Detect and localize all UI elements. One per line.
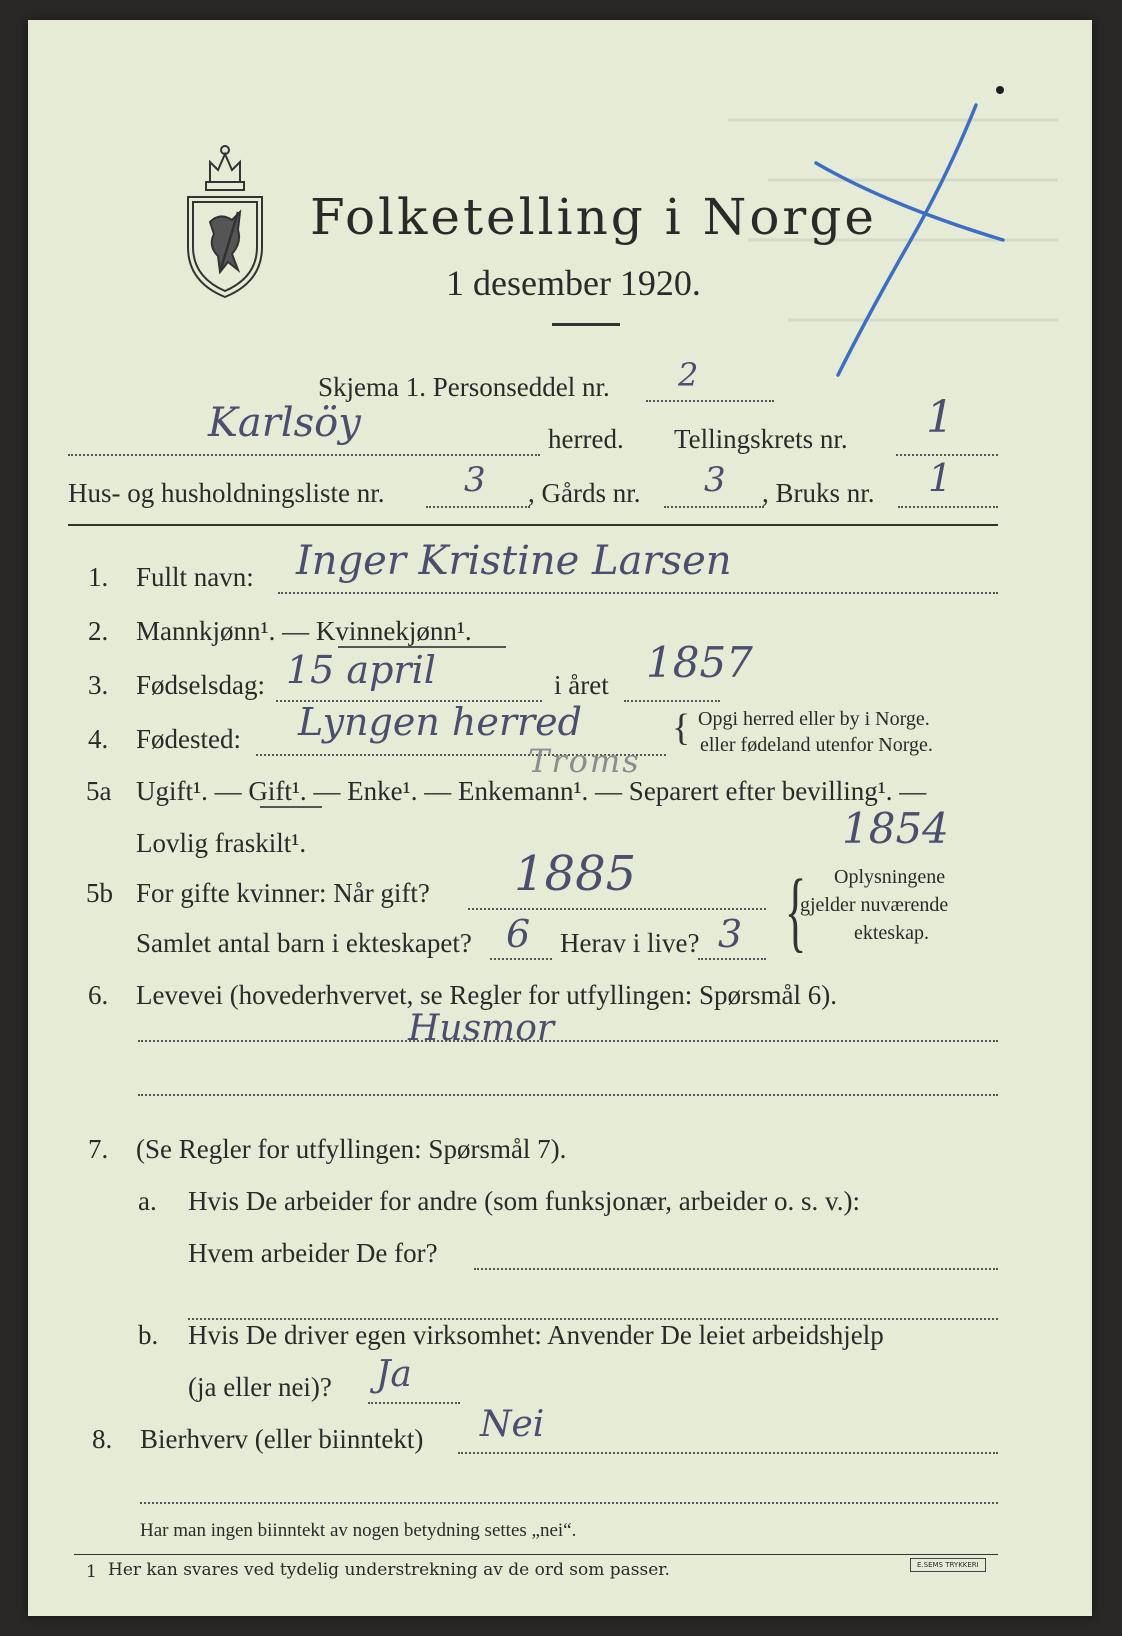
- full-name-value: Inger Kristine Larsen: [296, 538, 732, 584]
- household-nr-value: 3: [464, 460, 486, 500]
- bruks-dotted-line: [898, 506, 998, 508]
- q4-label: Fødested:: [136, 724, 241, 754]
- married-year-value: 1885: [514, 846, 637, 902]
- q8-dotted-line: [458, 1452, 998, 1454]
- q7a-label-2: Hvem arbeider De for?: [188, 1238, 438, 1268]
- q6-dotted-line-2: [138, 1094, 998, 1096]
- q2-number: 2.: [88, 616, 109, 646]
- gards-label: , Gårds nr.: [528, 478, 641, 508]
- alive-label: Herav i live?: [560, 928, 700, 958]
- header-rule: [68, 524, 998, 526]
- q7a-dotted-line-1: [474, 1268, 998, 1270]
- q5b-note-1: Oplysningene: [834, 866, 946, 888]
- tellingskrets-label: Tellingskrets nr.: [674, 424, 848, 454]
- q5b-brace: {: [784, 862, 807, 961]
- q8-dotted-line-2: [140, 1502, 998, 1504]
- footnote-rule: [74, 1554, 998, 1555]
- q6-label: Levevei (hovederhvervet, se Regler for utfyllingen: Spørsmål 6).: [136, 980, 838, 1010]
- q6-dotted-line-1: [138, 1040, 998, 1042]
- printer-stamp: E.SEMS TRYKKERI: [910, 1558, 986, 1572]
- q5b-note-2: gjelder nuværende: [800, 894, 949, 916]
- occupation-value: Husmor: [408, 1008, 555, 1049]
- q1-dotted-line: [278, 592, 998, 594]
- q4-number: 4.: [88, 724, 109, 754]
- q3-year-dotted-line: [624, 700, 720, 702]
- nei-note: Har man ingen biinntekt av nogen betydning settes „nei“.: [140, 1520, 577, 1541]
- q7b-label-1: Hvis De driver egen virksomhet: Anvender De leiet arbeidshjelp: [188, 1320, 884, 1350]
- q1-label: Fullt navn:: [136, 562, 254, 592]
- q4-brace: {: [672, 707, 691, 749]
- alive-dotted-line: [698, 958, 766, 960]
- gards-value: 3: [704, 460, 726, 500]
- q7a-label-1: Hvis De arbeider for andre (som funksjonær, arbeider o. s. v.):: [188, 1186, 860, 1216]
- year-label: i året: [554, 670, 609, 700]
- household-dotted-line: [426, 506, 530, 508]
- q8-label: Bierhverv (eller biinntekt): [140, 1424, 424, 1454]
- ink-dot: [996, 86, 1004, 94]
- tellingskrets-value: 1: [926, 392, 954, 443]
- title-divider: [552, 323, 620, 326]
- birth-year-value: 1857: [646, 638, 753, 687]
- q5a-number: 5a: [86, 776, 112, 806]
- census-date: 1 desember 1920.: [446, 263, 701, 303]
- q5b-label: For gifte kvinner: Når gift?: [136, 878, 430, 908]
- herred-value: Karlsöy: [208, 400, 361, 446]
- children-label: Samlet antal barn i ekteskapet?: [136, 928, 472, 958]
- footnote-text: Her kan svares ved tydelig understrekning av de ord som passer.: [108, 1560, 670, 1580]
- alive-value: 3: [718, 912, 743, 956]
- coat-of-arms-icon: [180, 142, 270, 302]
- birthplace-extra: Troms: [528, 742, 641, 780]
- gards-dotted-line: [664, 506, 764, 508]
- q3-label: Fødselsdag:: [136, 670, 266, 700]
- birthday-value: 15 april: [286, 648, 436, 692]
- form-title: Folketelling i Norge: [310, 188, 877, 246]
- q4-note-2: eller fødeland utenfor Norge.: [700, 734, 933, 756]
- bruks-value: 1: [928, 456, 953, 500]
- children-dotted-line: [490, 958, 552, 960]
- q5b-number: 5b: [86, 878, 113, 908]
- gift-underline: [260, 806, 322, 808]
- footnote-number: 1: [86, 1562, 97, 1582]
- q7b-value: Ja: [376, 1354, 412, 1395]
- blue-cross-mark: [798, 95, 1028, 395]
- q5a-label-2: Lovlig fraskilt¹.: [136, 828, 307, 858]
- q5a-annotation: 1854: [842, 804, 949, 853]
- q8-number: 8.: [92, 1424, 113, 1454]
- birthplace-value: Lyngen herred: [298, 700, 582, 744]
- q1-number: 1.: [88, 562, 109, 592]
- schema-nr-value: 2: [678, 356, 699, 394]
- q5b-married-dotted-line: [468, 908, 766, 910]
- q5b-note-3: ekteskap.: [854, 922, 929, 944]
- q7b-label-2: (ja eller nei)?: [188, 1372, 332, 1402]
- q2-label: Mannkjønn¹. — Kvinnekjønn¹.: [136, 616, 472, 646]
- herred-label: herred.: [548, 424, 624, 454]
- children-value: 6: [506, 912, 531, 956]
- herred-dotted-line: [68, 454, 540, 456]
- q7b-dotted-line: [368, 1402, 460, 1404]
- census-form: [28, 20, 1092, 1616]
- q5a-label: Ugift¹. — Gift¹. — Enke¹. — Enkemann¹. — Separert efter bevilling¹. —: [136, 776, 927, 806]
- schema-label: Skjema 1. Personseddel nr.: [318, 372, 610, 402]
- q7b-number: b.: [138, 1320, 159, 1350]
- q3-number: 3.: [88, 670, 109, 700]
- q4-note-1: Opgi herred eller by i Norge.: [698, 708, 930, 730]
- household-label: Hus- og husholdningsliste nr.: [68, 478, 385, 508]
- q6-number: 6.: [88, 980, 109, 1010]
- side-income-value: Nei: [480, 1404, 545, 1445]
- q7-label: (Se Regler for utfyllingen: Spørsmål 7).: [136, 1134, 567, 1164]
- schema-dotted-line: [646, 400, 774, 402]
- bruks-label: , Bruks nr.: [762, 478, 875, 508]
- q7a-number: a.: [138, 1186, 157, 1216]
- q7-number: 7.: [88, 1134, 109, 1164]
